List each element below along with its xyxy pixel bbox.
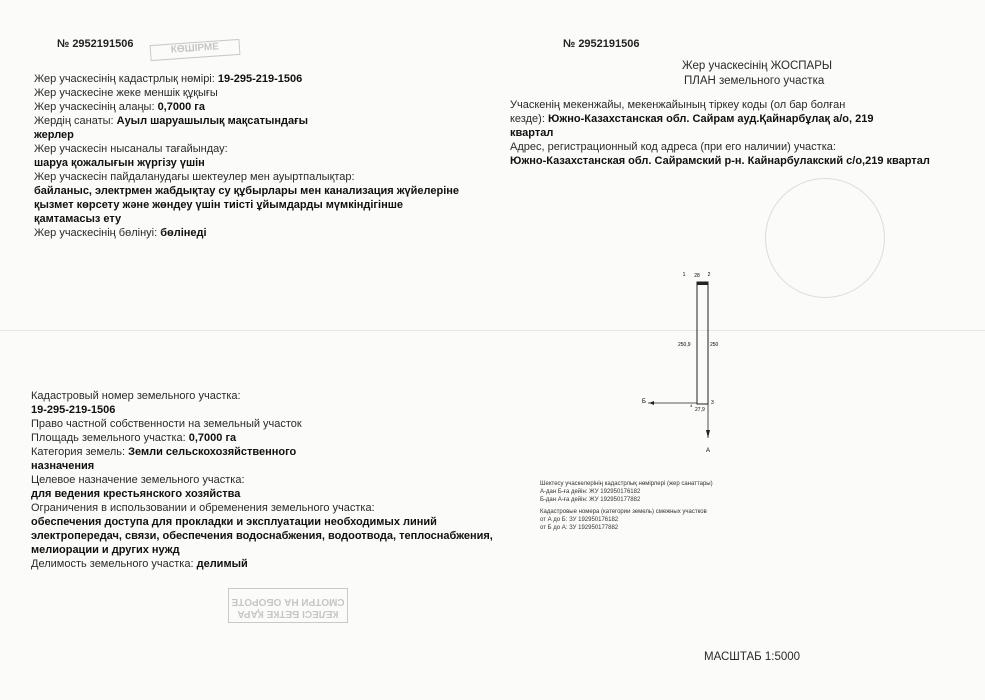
plot-outline — [697, 282, 708, 404]
plan-title-kz: Жер учаскесінің ЖОСПАРЫ — [682, 60, 833, 72]
copy-stamp: КӨШІРМЕ — [150, 39, 241, 61]
arrow-b-head — [649, 401, 654, 405]
plan-title-ru: ПЛАН земельного участка — [684, 75, 825, 87]
ru-line-label: Делимость земельного участка: — [31, 558, 197, 570]
kz-line-label: Жердің санаты: — [34, 115, 117, 127]
ru-line-cadastral-value: 19-295-219-1506 — [31, 404, 116, 416]
neighbors-kz-title: Шектесу учаскелерінің кадастрлық нөмірлері (жер санаттары) — [540, 481, 713, 487]
address-kz-line — [510, 112, 930, 126]
land-plot-plan — [640, 268, 740, 458]
ru-line-right: Право частной собственности на земельный участок — [31, 418, 302, 430]
ru-line-purpose-value: для ведения крестьянского хозяйства — [31, 488, 241, 500]
kz-line-value: Ауыл шаруашылық мақсатындағы — [116, 115, 309, 127]
kz-line-restrictions-2: қызмет көрсету және жөндеу үшін тиісті ұйымдарды мүмкіндігінше — [34, 199, 403, 211]
ru-line-value: 0,7000 га — [188, 432, 237, 444]
kz-line-restrictions-label: Жер учаскесін пайдаланудағы шектеулер мен ауыртпалықтар: — [34, 171, 355, 183]
address-block — [510, 98, 930, 168]
neighbors-ru-ab: от А до Б: ЗУ 192950176182 — [540, 517, 619, 523]
fold-line — [0, 330, 985, 331]
address-ru-value: Южно-Казахстанская обл. Сайрамский р-н. Кайнарбулакский с/о,219 квартал — [510, 155, 930, 167]
neighbors-ru-ba: от Б до А: ЗУ 192950177882 — [540, 525, 619, 531]
kz-line-category — [34, 114, 459, 128]
ru-line-category — [31, 445, 493, 459]
kz-line-value: 19-295-219-1506 — [217, 73, 303, 85]
neighbors-kz-ba: Б-дан А-ға дейін: ЖУ 192950177882 — [540, 497, 641, 503]
round-seal — [765, 178, 885, 298]
see-reverse-stamp-line-1: КЕЛЕСІ БЕТКЕ ҚАРА — [237, 608, 339, 619]
certificate-number-left: № 2952191506 — [57, 38, 134, 50]
neighbors-kz-ab: А-дан Б-ға дейін: ЖУ 192950176182 — [540, 489, 641, 495]
see-reverse-stamp — [228, 588, 348, 623]
ru-line-restrictions-label: Ограничения в использовании и обременения земельного участка: — [31, 502, 375, 514]
plan-point-label: 1 — [682, 272, 686, 278]
plan-label-a: А — [706, 448, 711, 454]
kz-line-label: Жер учаскесінің бөлінуі: — [34, 227, 161, 239]
ru-line-label: Категория земель: — [31, 446, 129, 458]
certificate-number-right: № 2952191506 — [563, 38, 640, 50]
kz-line-restrictions-1: байланыс, электрмен жабдықтау су құбырлары мен канализация жүйелеріне — [34, 185, 460, 197]
address-ru-label: Адрес, регистрационный код адреса (при его наличии) участка: — [510, 141, 836, 153]
address-kz-value-2: квартал — [510, 127, 554, 139]
plan-top-length: 28 — [694, 273, 700, 279]
ru-line-cadastral-label: Кадастровый номер земельного участка: — [31, 390, 241, 402]
kz-line-restrictions-3: қамтамасыз ету — [34, 213, 122, 225]
kz-line-right — [34, 86, 459, 100]
kz-line-label: Жер учаскесінің кадастрлық нөмірі: — [34, 73, 218, 85]
arrow-a-head — [706, 430, 710, 438]
kz-line-purpose-label: Жер учаскесін нысаналы тағайындау: — [34, 143, 228, 155]
ru-line-value: делимый — [196, 558, 248, 570]
kz-line-category-cont: жерлер — [34, 129, 74, 141]
plan-point-label: 3 — [711, 400, 714, 406]
kz-info-block — [34, 72, 459, 240]
ru-line-label: Площадь земельного участка: — [31, 432, 189, 444]
ru-line-category-cont: назначения — [31, 460, 95, 472]
plan-label-b: Б — [642, 399, 646, 405]
ru-line-value: Земли сельскохозяйственного — [128, 446, 297, 458]
kz-line-value: 0,7000 га — [157, 101, 205, 113]
plan-point-label: 2 — [707, 272, 711, 278]
neighbors-block — [540, 480, 713, 532]
plot-top-edge — [697, 282, 708, 285]
kz-line-purpose-value: шаруа қожалығын жүргізу үшін — [34, 157, 205, 169]
neighbors-ru-title: Кадастровые номера (категории земель) смежных участков — [540, 509, 707, 515]
kz-line-label: Жер учаскесінің алаңы: — [34, 101, 158, 113]
kz-line-label: Жер учаскесіне жеке меншік құқығы — [34, 87, 218, 99]
plan-bottom-length: 27,9 — [695, 407, 705, 413]
ru-line-area — [31, 431, 493, 445]
kz-line-area — [34, 100, 459, 114]
ru-line-divisibility — [31, 557, 493, 571]
kz-line-divisibility — [34, 226, 459, 240]
ru-line-restrictions-3: мелиорации и других нужд — [31, 544, 180, 556]
plan-left-length: 250,9 — [678, 342, 691, 348]
ru-line-restrictions-1: обеспечения доступа для прокладки и эксплуатации необходимых линий — [31, 516, 437, 528]
address-kz-label-2: кезде): — [510, 113, 548, 125]
address-kz-value: Южно-Казахстанская обл. Сайрам ауд.Қайнарбұлақ а/о, 219 — [547, 113, 874, 125]
kz-line-cadastral — [34, 72, 459, 86]
ru-info-block — [31, 389, 493, 571]
plan-right-length: 250 — [710, 342, 719, 348]
plan-point-label: 4 — [690, 403, 693, 408]
ru-line-restrictions-2: электропередач, связи, обеспечения водоснабжения, водоотвода, теплоснабжения, — [31, 530, 493, 542]
ru-line-purpose-label: Целевое назначение земельного участка: — [31, 474, 245, 486]
address-kz-label: Учаскенің мекенжайы, мекенжайының тіркеу коды (ол бар болған — [510, 99, 846, 111]
plan-scale: МАСШТАБ 1:5000 — [704, 651, 801, 663]
see-reverse-stamp-line-2: СМОТРИ НА ОБОРОТЕ — [231, 596, 345, 607]
kz-line-value: бөлінеді — [160, 227, 207, 239]
